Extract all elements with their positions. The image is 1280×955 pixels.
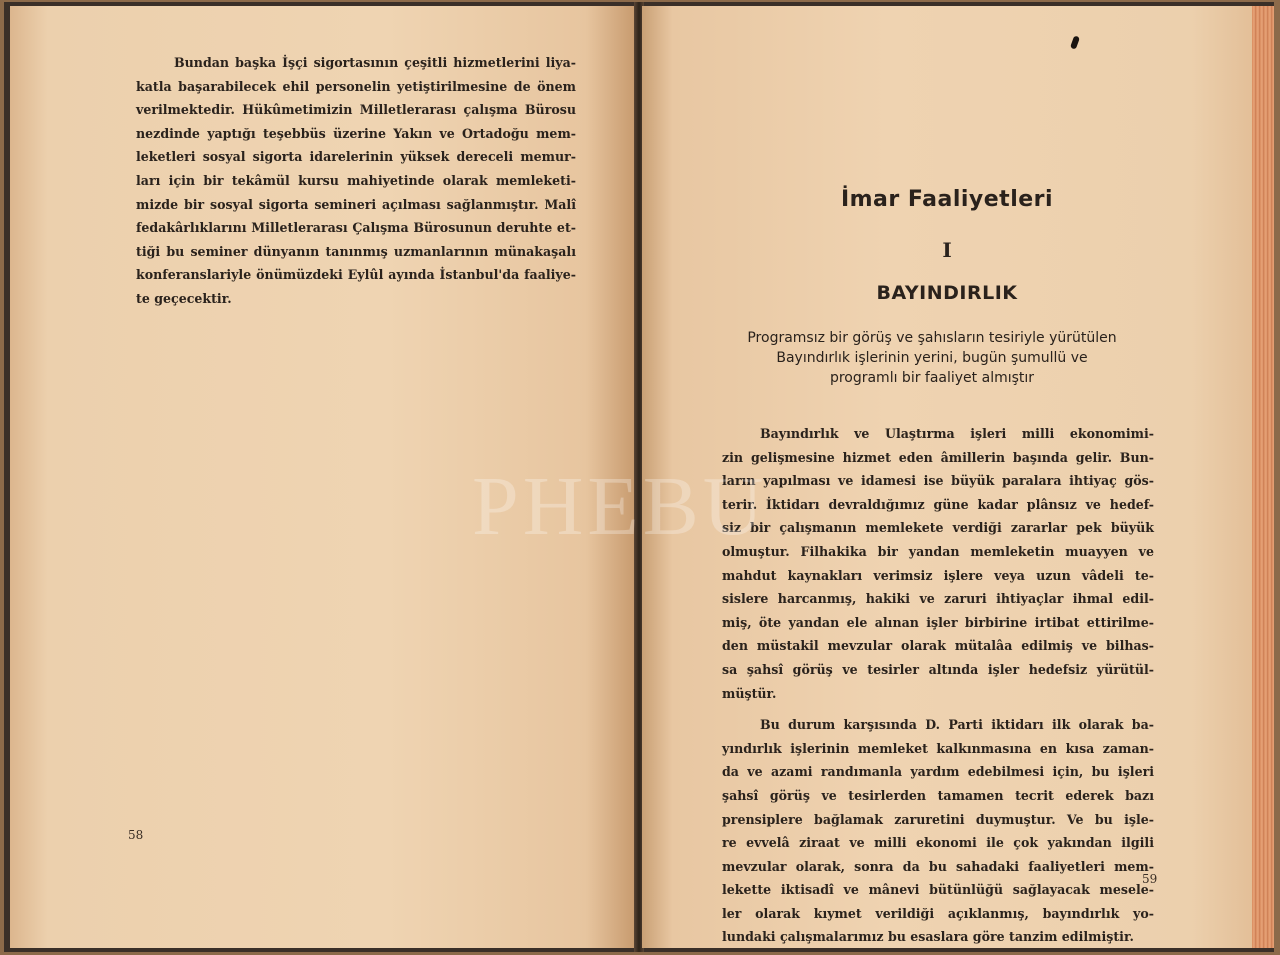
text-line: re evvelâ ziraat ve milli ekonomi ile çok yakından ilgili	[722, 835, 1154, 851]
text-line: mevzular olarak, sonra da bu sahadaki faaliyetleri mem-	[722, 858, 1154, 874]
text-line: terir. İktidarı devraldığımız güne kadar plânsız ve hedef-	[722, 496, 1154, 512]
text-line: nezdinde yaptığı teşebbüs üzerine Yakın ve Ortadoğu mem-	[136, 125, 576, 141]
subtitle-line: programlı bir faaliyet almıştır	[829, 370, 1035, 386]
text-line: şahsî görüş ve tesirlerden tamamen tecrit ederek bazı	[722, 787, 1154, 803]
page-number-right: 59	[1142, 872, 1158, 886]
text-line: da ve azami randımanla yardım edebilmesi için, bu işleri	[722, 764, 1154, 780]
text-line: verilmektedir. Hükûmetimizin Milletlerarası çalışma Bürosu	[136, 102, 576, 118]
subtitle-line: Bayındırlık işlerinin yerini, bugün şumullü ve	[776, 350, 1088, 366]
text-line: lekette iktisadî ve mânevi bütünlüğü sağlayacak mesele-	[722, 882, 1154, 898]
left-page-body	[136, 51, 576, 311]
text-line: konferanslariyle önümüzdeki Eylûl ayında İstanbul'da faaliye-	[136, 267, 576, 283]
text-line: sa şahsî görüş ve tesirler altında işler hedefsiz yürütül-	[722, 661, 1154, 677]
show-through-text	[130, 256, 134, 279]
chapter-title: BAYINDIRLIK	[876, 282, 1018, 304]
page-edges	[1252, 6, 1274, 948]
section-title: İmar Faaliyetleri	[840, 187, 1054, 212]
subtitle-line: Programsız bir görüş ve şahısların tesiriyle yürütülen	[747, 330, 1117, 346]
book-spread	[4, 2, 1274, 952]
text-line: den müstakil mevzular olarak mütalâa edilmiş ve bilhas-	[722, 638, 1154, 654]
section-number: I	[942, 238, 952, 262]
right-page	[642, 6, 1252, 948]
text-line: olmuştur. Filhakika bir yandan memleketin muayyen ve	[722, 543, 1154, 559]
text-line: Bayındırlık ve Ulaştırma işleri milli ekonomimi-	[760, 426, 1154, 441]
text-line: lundaki çalışmalarımız bu esaslara göre tanzim edilmiştir.	[722, 929, 1134, 945]
text-line: fedakârlıklarını Milletlerarası Çalışma Bürosunun deruhte et-	[136, 220, 576, 236]
ink-spot	[1070, 35, 1080, 49]
text-line: Bundan başka İşçi sigortasının çeşitli hizmetlerini liya-	[174, 55, 576, 70]
text-line: müştür.	[722, 685, 777, 701]
text-line: zin gelişmesine hizmet eden âmillerin başında gelir. Bun-	[722, 449, 1154, 465]
paragraph-1	[722, 422, 1154, 705]
text-line: sislere harcanmış, hakiki ve zaruri ihtiyaçlar ihmal edil-	[722, 591, 1154, 607]
left-page	[10, 6, 636, 948]
paragraph-2	[722, 713, 1154, 948]
text-line: mahdut kaynakları verimsiz işlere veya uzun vâdeli te-	[722, 567, 1154, 583]
text-line: Bu durum karşısında D. Parti iktidarı ilk olarak ba-	[760, 717, 1154, 733]
page-number-left: 58	[128, 828, 144, 842]
text-line: mizde bir sosyal sigorta semineri açılması sağlanmıştır. Malî	[136, 196, 576, 212]
text-line: prensiplere bağlamak zaruretini duymuştur. Ve bu işle-	[722, 811, 1154, 827]
watermark: PHEBU	[472, 460, 768, 553]
right-page-body	[722, 422, 1154, 948]
text-line: tiği bu seminer dünyanın tanınmış uzmanlarının münakaşalı	[136, 243, 576, 259]
text-line: ları için bir tekâmül kursu mahiyetinde olarak memleketi-	[136, 172, 576, 188]
text-line: te geçecektir.	[136, 290, 232, 306]
text-line: ler olarak kıymet verildiği açıklanmış, bayındırlık yo-	[722, 905, 1154, 921]
text-line: miş, öte yandan ele alınan işler birbirine irtibat ettirilme-	[722, 614, 1154, 630]
text-line: yındırlık işlerinin memleket kalkınmasına en kısa zaman-	[722, 740, 1154, 756]
text-line: siz bir çalışmanın memlekete verdiği zararlar pek büyük	[722, 520, 1154, 536]
text-line: katla başarabilecek ehil personelin yetiştirilmesine de önem	[136, 78, 576, 94]
text-line: ların yapılması ve idamesi ise büyük paralara ihtiyaç gös-	[722, 473, 1154, 489]
text-line: leketleri sosyal sigorta idarelerinin yüksek dereceli memur-	[136, 149, 576, 165]
chapter-subtitle	[702, 328, 1162, 388]
